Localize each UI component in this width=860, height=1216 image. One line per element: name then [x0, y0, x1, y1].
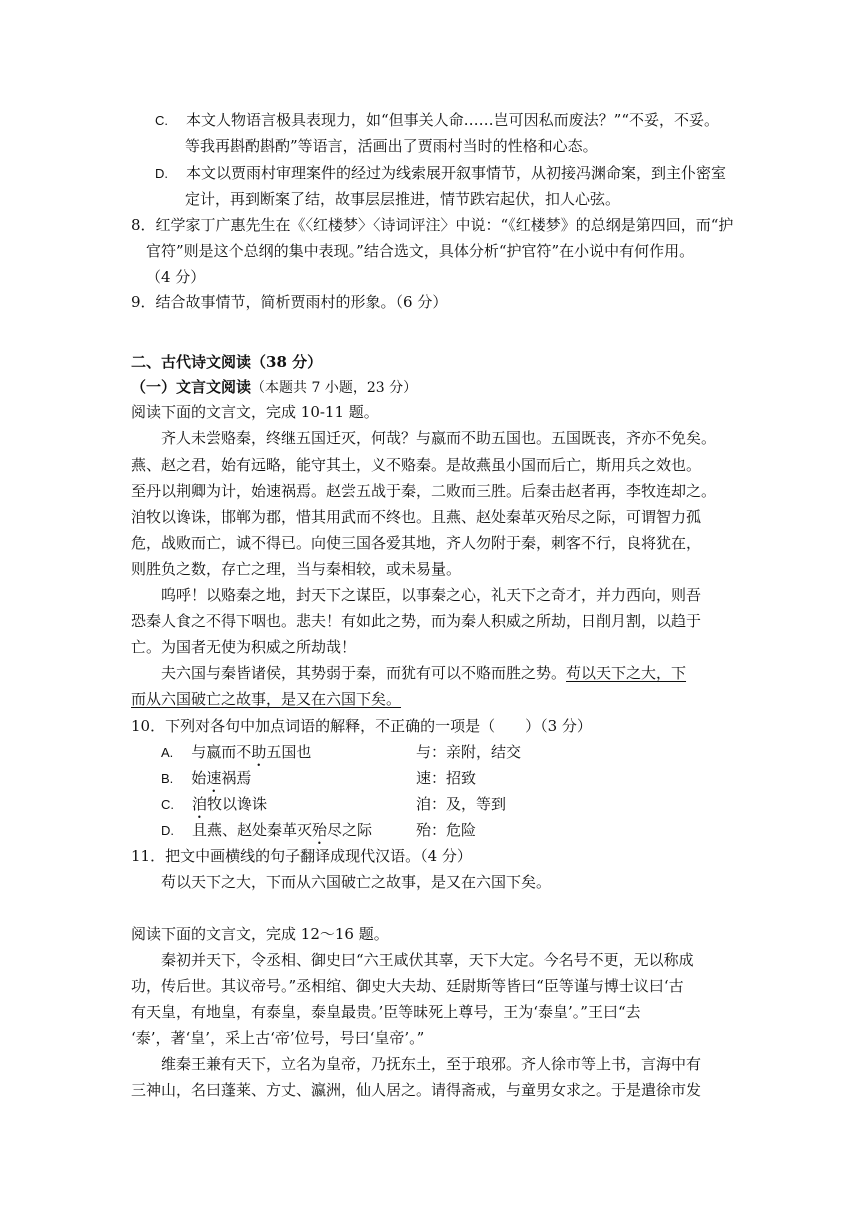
q10-option-a-pre: 与嬴而不 [191, 743, 252, 761]
subsection-1-heading [131, 377, 417, 398]
q10-option-b-dotted: 速 [206, 769, 222, 787]
question-8-line2: 官符”则是这个总纲的集中表现。”结合选文，具体分析“护官符”在小说中有何作用。 [146, 242, 695, 260]
option-c-mark: C. [155, 113, 168, 128]
q10-option-d-pre: 且燕、赵处秦革灭 [192, 821, 313, 839]
passage-line: 洎牧以谗诛，邯郸为郡，惜其用武而不终也。且燕、赵处秦革灭殆尽之际，可谓智力孤 [131, 508, 702, 526]
passage-line: 维秦王兼有天下，立名为皇帝，乃抚东土，至于琅邪。齐人徐市等上书，言海中有 [161, 1055, 702, 1073]
question-11: 11．把文中画横线的句子翻译成现代汉语。（4 分） [131, 847, 472, 865]
passage-line: 燕、赵之君，始有远略，能守其土，义不赂秦。是故燕虽小国而后亡，斯用兵之效也。 [131, 456, 702, 474]
passage-line: 秦初并天下，令丞相、御史曰“六王咸伏其辜，天下大定。今名号不更，无以称成 [161, 951, 694, 969]
passage-line: 至丹以荆卿为计，始速祸焉。赵尝五战于秦，二败而三胜。后秦击赵者再，李牧连却之。 [131, 482, 717, 500]
instruction-12-16: 阅读下面的文言文，完成 12～16 题。 [131, 925, 389, 943]
q10-option-d-dotted: 殆 [312, 821, 328, 839]
q10-option-a-mark: A. [161, 745, 174, 760]
q10-option-a-definition: 与：亲附，结交 [416, 743, 522, 761]
question-8-line3: （4 分） [146, 268, 206, 286]
passage-line: 功，传后世。其议帝号。”丞相绾、御史大夫劫、廷尉斯等皆曰“臣等谨与博士议曰‘古 [131, 977, 684, 995]
q10-option-d [161, 820, 561, 848]
instruction-10-11: 阅读下面的文言文，完成 10-11 题。 [131, 403, 379, 421]
q10-option-b-post: 祸焉 [221, 769, 252, 787]
option-d-text: 本文以贾雨村审理案件的经过为线索展开叙事情节，从初接冯渊命案，到主仆密室 [186, 164, 727, 182]
q10-option-d-definition: 殆：危险 [416, 821, 477, 839]
q10-option-b-pre: 始 [191, 769, 207, 787]
option-c-line1 [155, 110, 719, 131]
q10-option-b-mark: B. [161, 771, 174, 786]
question-11-sentence: 苟以天下之大，下而从六国破亡之故事，是又在六国下矣。 [161, 873, 552, 891]
option-c-text: 本文人物语言极具表现力，如“但事关人命……岂可因私而废法？”“不妥，不妥。 [186, 111, 720, 129]
question-9: 9．结合故事情节，简析贾雨村的形象。（6 分） [131, 293, 448, 311]
option-d-line2: 定计，再到断案了结，故事层层推进，情节跌宕起伏，扣人心弦。 [185, 190, 621, 208]
passage-line: 齐人未尝赂秦，终继五国迁灭，何哉？与嬴而不助五国也。五国既丧，齐亦不免矣。 [161, 429, 717, 447]
question-10: 10．下列对各句中加点词语的解释，不正确的一项是（ ）（3 分） [131, 717, 592, 735]
option-d-mark: D. [155, 166, 168, 181]
passage-line: 三神山，名曰蓬莱、方丈、瀛洲，仙人居之。请得斋戒，与童男女求之。于是遣徐市发 [131, 1081, 702, 1099]
q10-option-c-post: 牧以谗诛 [207, 795, 268, 813]
passage-text: 夫六国与秦皆诸侯，其势弱于秦，而犹有可以不赂而胜之势。 [161, 664, 567, 682]
q10-option-c-dotted: 洎 [192, 795, 208, 813]
q10-option-a-dotted: 助 [251, 743, 267, 761]
passage-line: 则胜负之数，存亡之理，当与秦相较，或未易量。 [131, 560, 462, 578]
option-d-line1 [155, 163, 726, 184]
passage-line: 亡。为国者无使为积威之所劫哉！ [131, 638, 357, 656]
passage-line: ‘泰’，著‘皇’，采上古‘帝’位号，号曰‘皇帝’。” [131, 1029, 425, 1047]
subsection-1-title: （一）文言文阅读 [131, 378, 252, 396]
q10-option-d-post: 尽之际 [327, 821, 373, 839]
q10-option-d-mark: D. [161, 823, 174, 838]
q10-option-c-definition: 洎：及，等到 [416, 795, 507, 813]
q10-option-b-definition: 速：招致 [416, 769, 477, 787]
passage-line: 危，战败而亡，诚不得已。向使三国各爱其地，齐人勿附于秦，刺客不行，良将犹在， [131, 534, 702, 552]
q10-option-b [161, 768, 561, 796]
q10-option-a-post: 五国也 [266, 743, 312, 761]
passage-line: 呜呼！以赂秦之地，封天下之谋臣，以事秦之心，礼天下之奇才，并力西向，则吾 [161, 586, 702, 604]
option-c-line2: 等我再斟酌斟酌”等语言，活画出了贾雨村当时的性格和心态。 [185, 137, 598, 155]
passage-line: 有天皇，有地皇，有泰皇，泰皇最贵。’臣等昧死上尊号，王为‘泰皇’。”王曰“去 [131, 1003, 641, 1021]
underlined-sentence-part1: 苟以天下之大，下 [566, 664, 687, 682]
q10-option-c-mark: C. [161, 797, 174, 812]
section-2-heading: 二、古代诗文阅读（38 分） [131, 353, 323, 371]
passage-line: 恐秦人食之不得下咽也。悲夫！有如此之势，而为秦人积威之所劫，日削月割，以趋于 [131, 612, 702, 630]
subsection-1-note: （本题共 7 小题，23 分） [251, 380, 418, 396]
underlined-sentence-part2: 而从六国破亡之故事，是又在六国下矣。 [131, 690, 402, 708]
question-8-line1: 8．红学家丁广惠先生在《〈红楼梦〉〈诗词评注〉中说：“《红楼梦》的总纲是第四回，而“护 [131, 216, 734, 234]
passage-line [161, 663, 686, 683]
